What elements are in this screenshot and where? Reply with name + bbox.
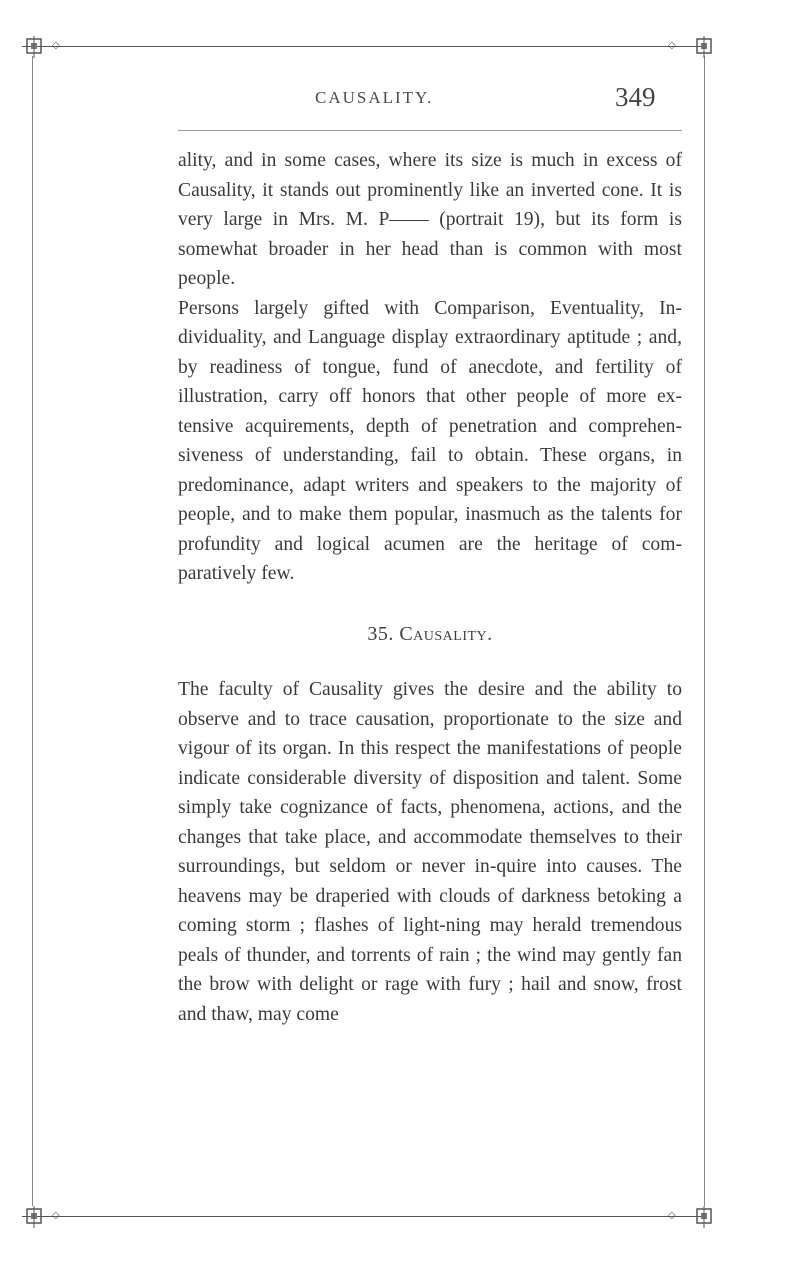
paragraph: The faculty of Causality gives the desire and the ability to observe and to trace causation, proportionate to the size and vigour of its organ. In this respect the manifestations of people indicate considerable diversity of disposition and talent. Some simply take cognizance of facts, phenomena, actions, and the changes that take place, and accommodate themselves to their surroundings, but seldom or never in-quire into causes. The heavens may be draperied with clouds of darkness betoking a coming storm ; flashes of light-ning may herald tremendous peals of thunder, and torrents of rain ; the wind may gently fan the brow with delight or rage with fury ; hail and snow, frost and thaw, may come [178, 679, 682, 1025]
frame-top-line [22, 46, 706, 47]
page-number: 349 [615, 82, 656, 112]
page-header [0, 82, 800, 122]
frame-knot-icon: ◇ [668, 40, 676, 51]
corner-ornament-bottom-left-icon [24, 1206, 46, 1228]
running-head: CAUSALITY. [315, 88, 434, 107]
frame-left-line [32, 56, 33, 1206]
frame-right-line [704, 56, 705, 1206]
section-title: Causality. [399, 622, 493, 645]
frame-knot-icon: ◇ [52, 40, 60, 51]
paragraph: Persons largely gifted with Comparison, Eventuality, In-dividuality, and Language display extraordinary aptitude ; and, by readiness of tongue, fund of anecdote, and fertility of illustration, carry off honors that other people of more ex-tensive acquirements, depth of penetration and comprehen-siveness of understanding, fail to obtain. These organs, in predominance, adapt writers and speakers to the majority of people, and to make them popular, inasmuch as the talents for profundity and logical acumen are the heritage of com-paratively few. [178, 297, 682, 584]
section-heading [178, 620, 682, 650]
frame-bottom-line [22, 1216, 706, 1217]
corner-ornament-bottom-right-icon [694, 1206, 716, 1228]
paragraph: ality, and in some cases, where its size is much in excess of Causality, it stands out prominently like an inverted cone. It is very large in Mrs. M. P—— (portrait 19), but its form is somewhat broader in her head than is common with most people. [178, 150, 682, 289]
header-rule [178, 130, 682, 131]
frame-knot-icon: ◇ [668, 1210, 676, 1221]
page-body [178, 146, 682, 1029]
section-number: 35. [367, 622, 394, 645]
corner-ornament-top-right-icon [694, 36, 716, 58]
frame-knot-icon: ◇ [52, 1210, 60, 1221]
corner-ornament-top-left-icon [24, 36, 46, 58]
